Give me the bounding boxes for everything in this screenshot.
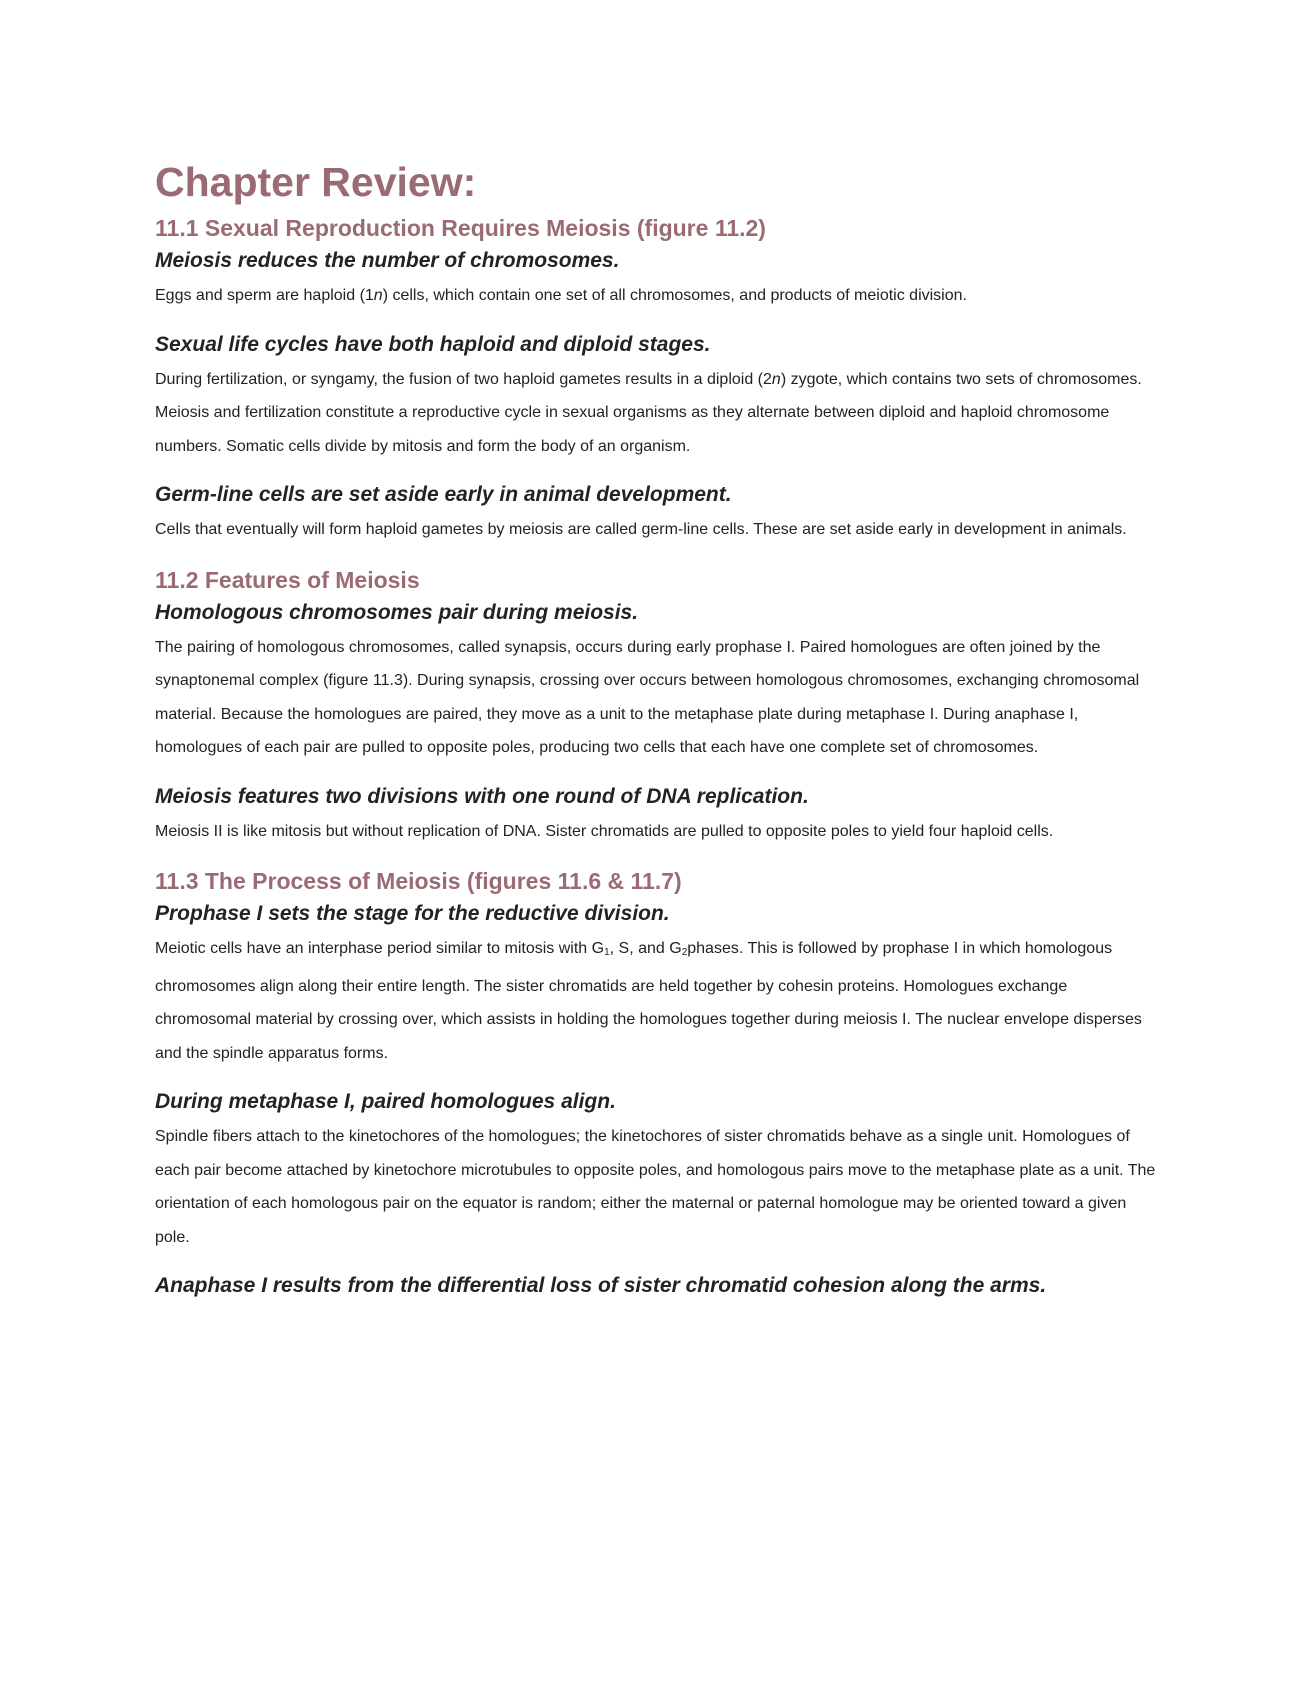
body-text-italic: n bbox=[373, 287, 383, 304]
chapter-title: Chapter Review: bbox=[155, 159, 477, 205]
body-text: ) zygote, which contains two sets of chromosomes. Meiosis and fertilization constitute a reproductive cycle in sexual organisms as they alternate between diploid and haploid chromosome numbers. Somatic cells divide by mitosis and form the body of an organism. bbox=[155, 370, 1142, 455]
subsection-heading: Meiosis features two divisions with one round of DNA replication. bbox=[155, 784, 809, 808]
subscript: 2 bbox=[681, 947, 688, 958]
section-heading-11-2: 11.2 Features of Meiosis bbox=[155, 566, 420, 593]
body-text: phases. This is followed by prophase I in which homologous chromosomes align along their entire length. The sister chromatids are held together by cohesin proteins. Homologues exchange chromosomal material by crossing over, which assists in holding the homologues together during meiosis I. The nuclear envelope disperses and the spindle apparatus forms. bbox=[155, 940, 1142, 1062]
subsection-body: Cells that eventually will form haploid gametes by meiosis are called germ-line cells. These are set aside early in development in animals. bbox=[155, 521, 1127, 538]
body-text-italic: n bbox=[771, 370, 781, 388]
subsection-body bbox=[155, 932, 1160, 1070]
subscript: 1 bbox=[604, 947, 610, 958]
subsection-heading: Prophase I sets the stage for the reductive division. bbox=[155, 902, 670, 925]
subsection-body: Meiosis II is like mitosis but without replication of DNA. Sister chromatids are pulled to opposite poles to yield four haploid cells. bbox=[155, 822, 1054, 840]
subsection-body bbox=[155, 279, 1160, 313]
subsection-heading: Meiosis reduces the number of chromosomes. bbox=[155, 249, 620, 272]
chapter-review-content bbox=[155, 155, 1160, 1302]
subsection-heading: Anaphase I results from the differential loss of sister chromatid cohesion along the arms. bbox=[155, 1274, 1047, 1297]
subsection-body bbox=[155, 363, 1160, 464]
subsection-heading: During metaphase I, paired homologues align. bbox=[155, 1090, 616, 1113]
section-heading-11-3: 11.3 The Process of Meiosis (figures 11.6 & 11.7) bbox=[155, 868, 682, 894]
body-text: ) cells, which contain one set of all chromosomes, and products of meiotic division. bbox=[382, 287, 967, 304]
body-text: , S, and G bbox=[609, 940, 682, 957]
body-text: Eggs and sperm are haploid (1 bbox=[155, 287, 374, 304]
body-text: Meiotic cells have an interphase period similar to mitosis with G bbox=[155, 940, 605, 957]
subsection-heading: Sexual life cycles have both haploid and diploid stages. bbox=[155, 332, 711, 356]
subsection-heading: Germ-line cells are set aside early in animal development. bbox=[155, 483, 732, 506]
subsection-body: Spindle fibers attach to the kinetochores of the homologues; the kinetochores of sister chromatids behave as a single unit. Homologues of each pair become attached by kinetochore microtubules to opposite poles, and homologous pairs move to the metaphase plate as a unit. The orientation of each homologous pair on the equator is random; either the maternal or paternal homologue may be oriented toward a given pole. bbox=[155, 1128, 1156, 1246]
section-heading-11-1: 11.1 Sexual Reproduction Requires Meiosis (figure 11.2) bbox=[155, 215, 766, 241]
body-text: During fertilization, or syngamy, the fusion of two haploid gametes results in a diploid (2 bbox=[155, 370, 772, 388]
subsection-body: The pairing of homologous chromosomes, called synapsis, occurs during early prophase I. Paired homologues are often joined by the synaptonemal complex (figure 11.3). During synapsis, crossing over occurs between homologous chromosomes, exchanging chromosomal material. Because the homologues are paired, they move as a unit to the metaphase plate during metaphase I. During anaphase I, homologues of each pair are pulled to opposite poles, producing two cells that each have one complete set of chromosomes. bbox=[155, 638, 1140, 756]
subsection-heading: Homologous chromosomes pair during meiosis. bbox=[155, 600, 639, 624]
